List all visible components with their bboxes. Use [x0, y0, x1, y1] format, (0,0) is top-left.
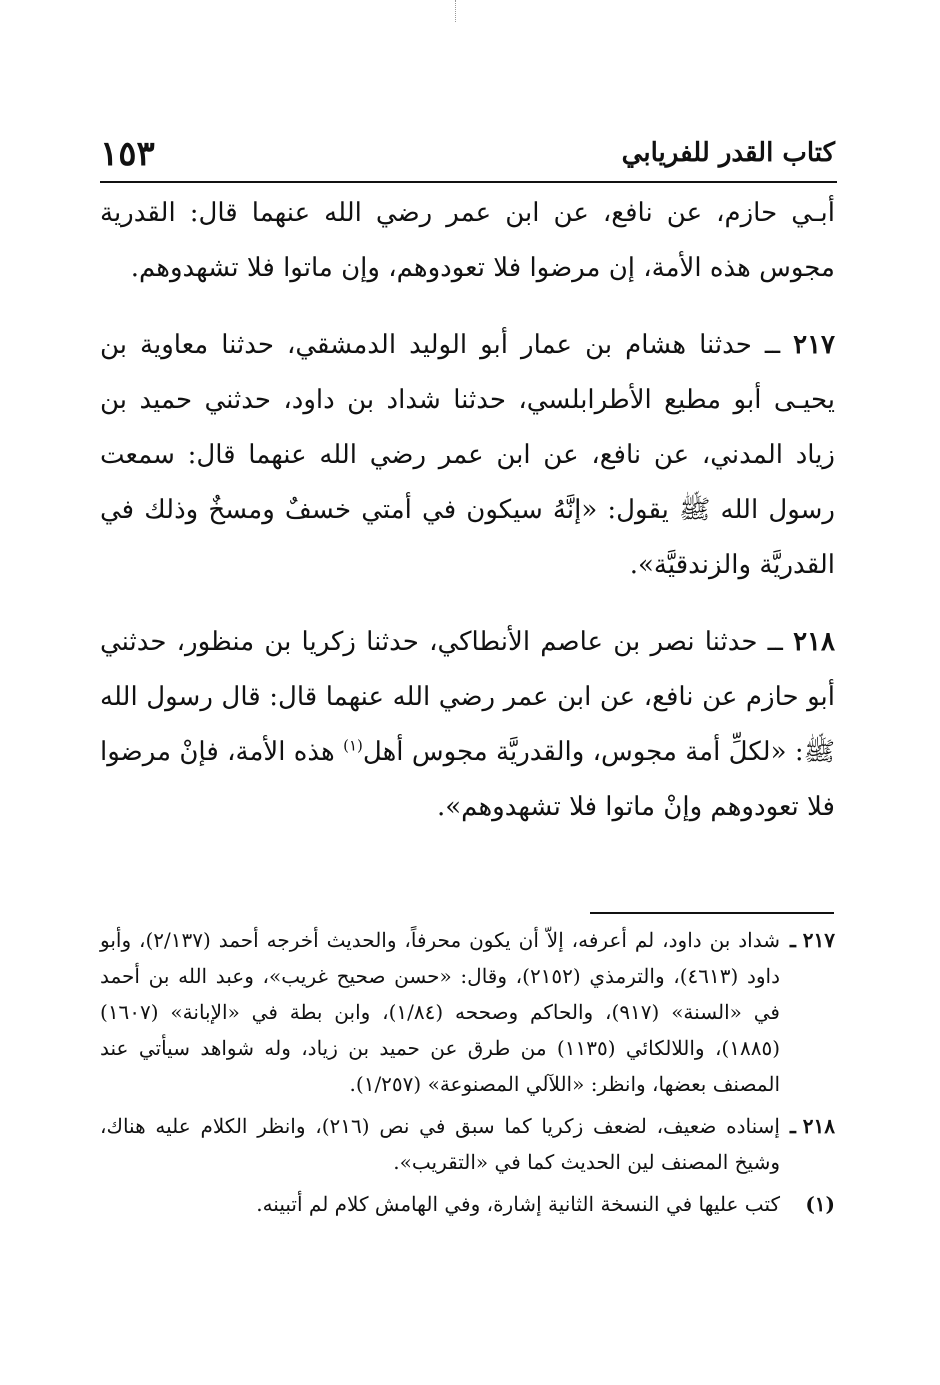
footnote-number: (١)	[805, 1192, 835, 1216]
footnotes	[100, 922, 835, 1222]
hadith-217	[100, 318, 835, 593]
running-head: كتاب القدر للفريابي	[621, 138, 835, 168]
paragraph-continuation: أبـي حازم، عن نافع، عن ابن عمر رضي الله عنهما قال: القدرية مجوس هذه الأمة، إن مرضوا فلا تعودوهم، وإن ماتوا فلا تشهدوهم.	[100, 198, 835, 283]
footnote-number: ٢١٧ ـ	[789, 928, 835, 952]
hadith-text-cont: هذه الأمة، فإنْ مرضوا فلا تعودوهم وإنْ ماتوا فلا تشهدوهم».	[100, 737, 835, 822]
hadith-number: ٢١٨	[793, 627, 835, 657]
hadith-218	[100, 615, 835, 835]
page-header	[100, 134, 835, 178]
footnote-1	[100, 1186, 835, 1222]
footnote-text: كتب عليها في النسخة الثانية إشارة، وفي الهامش كلام لم أتبينه.	[256, 1192, 780, 1216]
page-number: ١٥٣	[100, 134, 155, 174]
hadith-dash: ــ	[751, 330, 781, 360]
footnote-text: إسناده ضعيف، لضعف زكريا كما سبق في نص (٢١٦)، وانظر الكلام عليه هناك، وشيخ المصنف لين الحديث كما في «التقريب».	[100, 1114, 780, 1174]
footnote-text: شداد بن داود، لم أعرفه، إلاّ أن يكون محرفاً، والحديث أخرجه أحمد (٢/١٣٧)، وأبو داود (٤٦١٣)، والترمذي (٢١٥٢)، وقال: «حسن صحيح غريب»، وعبد الله بن أحمد في «السنة» (٩١٧)، والحاكم وصححه (١/٨٤)، وابن بطة في «الإبانة» (١٦٠٧) (١٨٨٥)، واللالكائي (١١٣٥) من طرق عن حميد بن زياد، وله شواهد سيأتي عند المصنف بعضها، وانظر: «اللآلي المصنوعة» (١/٢٥٧).	[100, 928, 781, 1096]
footnote-number: ٢١٨ ـ	[789, 1114, 835, 1138]
main-text	[100, 186, 835, 835]
hadith-text: حدثنا نصر بن عاصم الأنطاكي، حدثنا زكريا بن منظور، حدثني أبو حازم عن نافع، عن ابن عمر رضي الله عنهما قال: قال رسول الله ﷺ: «لكلِّ أمة مجوس، والقدريَّة مجوس أهل	[100, 627, 836, 767]
hadith-dash: ــ	[757, 627, 783, 657]
footnote-rule	[590, 912, 834, 914]
hadith-text: حدثنا هشام بن عمار أبو الوليد الدمشقي، حدثنا معاوية بن يحيـى أبو مطيع الأطرابلسي، حدثنا شداد بن داود، حدثني حميد بن زياد المدني، عن نافع، عن ابن عمر رضي الله عنهما قال: سمعت رسول الله ﷺ يقول: «إنَّهُ سيكون في أمتي خسفٌ ومسخٌ وذلك في القدريَّة والزندقيَّة».	[100, 330, 835, 580]
footnote-218	[100, 1108, 835, 1180]
hadith-number: ٢١٧	[793, 330, 836, 360]
header-rule	[100, 181, 837, 183]
footnote-marker: (١)	[343, 736, 363, 755]
footnote-217	[100, 922, 835, 1102]
scan-mark	[455, 0, 464, 22]
